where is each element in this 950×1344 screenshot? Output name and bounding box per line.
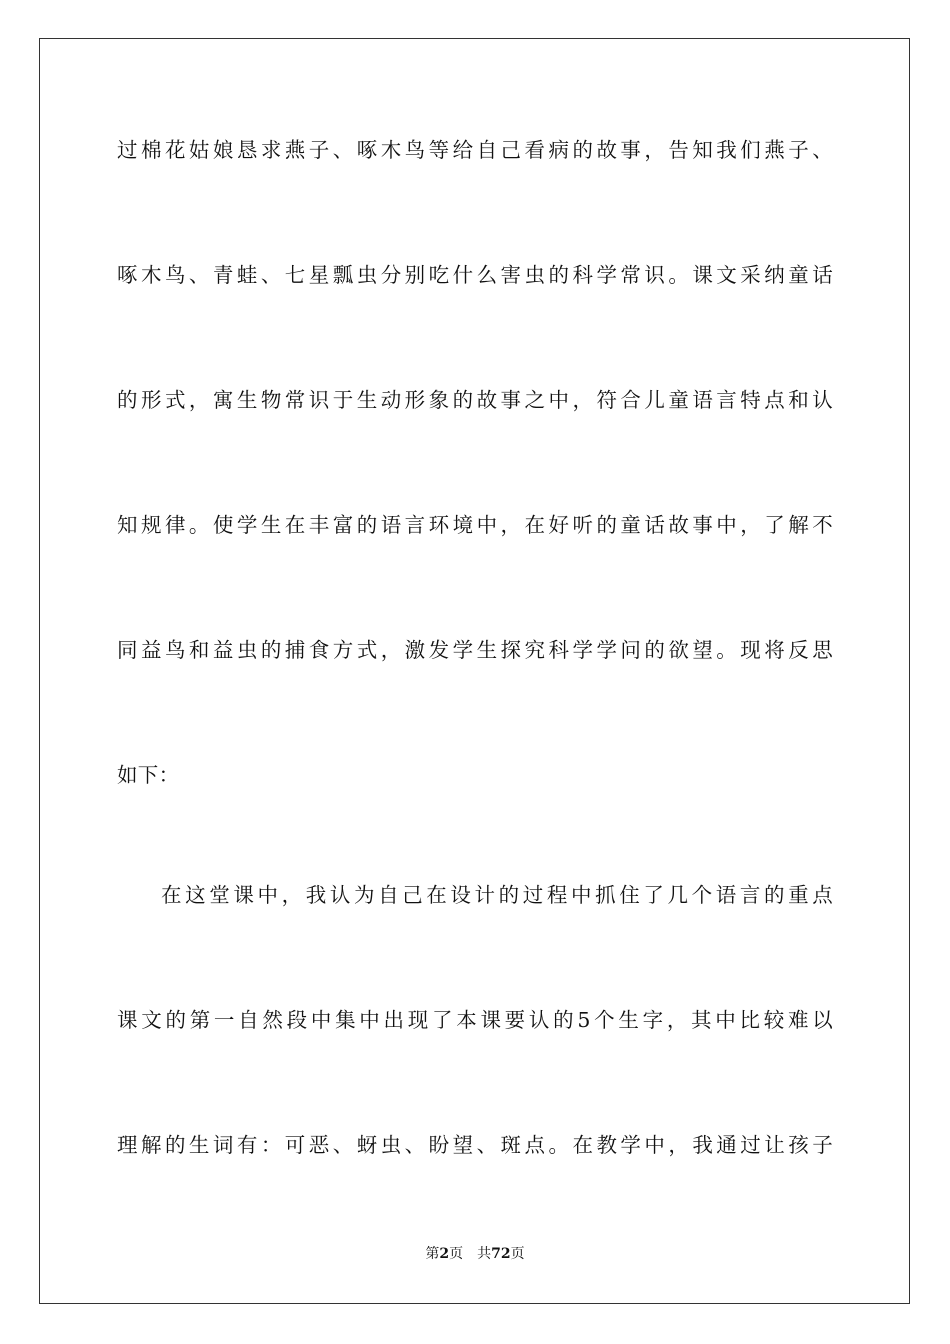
page-label-suffix: 页: [510, 1246, 525, 1262]
text-line: 如下：: [117, 763, 180, 787]
paragraph-start-line: 在这堂课中，我认为自己在设计的过程中抓住了几个语言的重点: [161, 883, 833, 907]
page-label-middle: 页 共: [449, 1246, 492, 1262]
text-line: 知规律。使学生在丰富的语言环境中，在好听的童话故事中，了解不: [117, 513, 833, 537]
text-line: 过棉花姑娘恳求燕子、啄木鸟等给自己看病的故事，告知我们燕子、: [117, 138, 833, 162]
current-page-number: 2: [439, 1246, 450, 1262]
page-border: [39, 38, 910, 1304]
total-page-count: 72: [491, 1246, 511, 1262]
text-line: 啄木鸟、青蛙、七星瓢虫分别吃什么害虫的科学常识。课文采纳童话: [117, 263, 833, 287]
text-line: 课文的第一自然段中集中出现了本课要认的5个生字，其中比较难以: [117, 1008, 833, 1032]
text-line: 的形式，寓生物常识于生动形象的故事之中，符合儿童语言特点和认: [117, 388, 833, 412]
text-line: 理解的生词有：可恶、蚜虫、盼望、斑点。在教学中，我通过让孩子: [117, 1133, 833, 1157]
page-footer: [0, 1244, 950, 1264]
text-line: 同益鸟和益虫的捕食方式，激发学生探究科学学问的欲望。现将反思: [117, 638, 833, 662]
page-label-prefix: 第: [425, 1246, 440, 1262]
